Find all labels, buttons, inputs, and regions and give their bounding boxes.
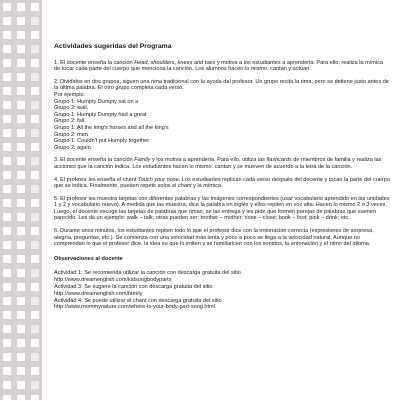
strip-square [3, 87, 11, 95]
strip-square [17, 199, 25, 207]
strip-square [31, 17, 39, 25]
section-title: Actividades sugeridas del Programa [54, 43, 172, 50]
strip-square [3, 367, 11, 375]
strip-square [31, 255, 39, 263]
observations-list [54, 270, 390, 311]
strip-square [31, 367, 39, 375]
strip-square [31, 199, 39, 207]
strip-square [17, 213, 25, 221]
strip-square [31, 311, 39, 319]
strip-square [3, 31, 11, 39]
strip-square [17, 283, 25, 291]
observation-line: Actividad 4: Se puede utilizar el chant con descarga gratuita del sitio [54, 297, 222, 304]
strip-square [31, 59, 39, 67]
strip-square [3, 171, 11, 179]
strip-square [3, 311, 11, 319]
strip-square [17, 241, 25, 249]
rhyme-line: Grupo 1: Humpty Dumpty sat on a [54, 98, 139, 105]
strip-square [17, 101, 25, 109]
strip-square [3, 199, 11, 207]
rhyme-line: Grupo 2: men [54, 131, 88, 138]
strip-square [31, 31, 39, 39]
strip-square [31, 143, 39, 151]
strip-square [3, 129, 11, 137]
strip-square [31, 101, 39, 109]
strip-square [3, 213, 11, 221]
rhyme-line: Grupo 2: again. [54, 144, 93, 151]
strip-square [3, 227, 11, 235]
strip-square [31, 3, 39, 11]
strip-square [31, 353, 39, 361]
strip-square [3, 325, 11, 333]
strip-square [31, 129, 39, 137]
activity-1: 1. El docente enseña la canción Head, shoulders, knees and toes y motiva a los estudiantes a aprenderla. Para ello, realiza la mímica de tocar cada parte del cuerpo que menciona la canción. Los alumnos hacen lo mismo, cantan y actúan. [54, 59, 384, 73]
strip-square [3, 255, 11, 263]
strip-square [3, 283, 11, 291]
strip-square [3, 3, 11, 11]
strip-square [31, 227, 39, 235]
strip-square [17, 171, 25, 179]
strip-square [17, 3, 25, 11]
strip-square [3, 17, 11, 25]
rhyme-line: Grupo 2: wall, [54, 105, 89, 112]
decorative-side-strip [0, 0, 42, 400]
rhyme-line: Grupo 1: Humpty Dumpty had a great [54, 111, 147, 118]
strip-square [31, 87, 39, 95]
strip-square [31, 171, 39, 179]
strip-square [17, 325, 25, 333]
strip-square [31, 339, 39, 347]
strip-square [17, 185, 25, 193]
strip-square [17, 395, 25, 403]
strip-square [17, 367, 25, 375]
activity-5: 5. El profesor les muestra tarjetas con diferentes palabras y las imágenes correspondientes (usar vocabulario aprendido en las unidades 1 y 2 y vocabulario nuevo). A medida que las muestra, dice la palabra en inglés y ellos repiten en voz alta. Hacen lo mismo 2 o 3 veces. Luego, el docente escoge las tarjetas de palabras que riman, se las entrega y les pide que formen parejas de palabras que suenen parecido. Les da un ejemplo: walk – talk; otras pueden ser: brother – mother; nose – close; book – foot; pink – drink; etc. [54, 195, 390, 222]
strip-square [31, 297, 39, 305]
strip-square [31, 45, 39, 53]
strip-square [31, 115, 39, 123]
activity-6: 6. Durante unos minutos, los estudiantes repiten todo lo que el profesor dice con la entonación correcta (expresiones de sorpresa, alegría, preguntas, etc.). Se comienza con una velocidad más lenta y poco a poco se llega a la velocidad natural. Aunque no comprendan lo que el profesor dice, la idea es que lo imiten y se familiaricen con los sonidos, la entonación y el ritmo del idioma. [54, 228, 374, 248]
rhyme-lines [54, 99, 390, 152]
strip-square [3, 353, 11, 361]
observation-link: http://www.mommynature.com/where-is-your-body-part-song.html [54, 304, 215, 311]
strip-square [17, 227, 25, 235]
activity-2: 2. Divididos en dos grupos, siguen una rima tradicional con la ayuda del profesor. Un grupo recita la rima, pero se detiene justo antes de la última palabra. El otro grupo completa cada verso. Por ejemplo: [54, 78, 389, 98]
strip-square [17, 115, 25, 123]
strip-square [31, 241, 39, 249]
activity-3: 3. El docente enseña la canción Family y los motiva a aprenderla. Para ello, utiliza las flashcards de miembros de familia y realiza las acciones que la canción indica. Los estudiantes hacen lo mismo: cantan y se mueven de acuerdo a la letra de la canción. [54, 157, 382, 170]
strip-square [31, 325, 39, 333]
rhyme-line: Grupo 2: fall. [54, 118, 86, 125]
strip-square [3, 297, 11, 305]
strip-square [17, 255, 25, 263]
observation-line: Actividad 1: Se recomienda utilizar la canción con descarga gratuita del sitio [54, 270, 241, 277]
activity-4: 4. El profesor les enseña el chant Touch your nose. Los estudiantes replican cada verso después del docente y tocan la parte del cuerpo que se indica. Finalmente, pueden repetir solos el chant y la mímica. [54, 176, 390, 190]
strip-square [3, 157, 11, 165]
strip-square [17, 87, 25, 95]
strip-square [3, 59, 11, 67]
rhyme-line: Grupo 1: Couldn't put Humpty together [54, 138, 150, 145]
strip-square [17, 297, 25, 305]
strip-square [3, 395, 11, 403]
strip-square [17, 143, 25, 151]
observation-line: Actividad 3: Se sugiere la canción con descarga gratuita del sitio [54, 284, 213, 291]
strip-square [3, 101, 11, 109]
strip-square [31, 269, 39, 277]
strip-square [3, 185, 11, 193]
strip-square [31, 157, 39, 165]
strip-square [17, 269, 25, 277]
strip-square [3, 381, 11, 389]
strip-square [17, 73, 25, 81]
strip-square [3, 45, 11, 53]
strip-square [17, 353, 25, 361]
strip-square [17, 311, 25, 319]
strip-square [17, 17, 25, 25]
strip-square [3, 339, 11, 347]
strip-square [31, 213, 39, 221]
strip-square [31, 395, 39, 403]
strip-square [31, 381, 39, 389]
strip-square [3, 143, 11, 151]
observations-title: Observaciones al docente [54, 255, 123, 262]
strip-square [17, 129, 25, 137]
strip-square [17, 339, 25, 347]
observation-link: http://www.dreamenglish.com/kidsongbodyparts [54, 277, 172, 284]
strip-square [17, 31, 25, 39]
strip-square [3, 115, 11, 123]
strip-square [3, 269, 11, 277]
strip-square [17, 157, 25, 165]
strip-square [17, 59, 25, 67]
strip-square [17, 381, 25, 389]
observation-link: http://www.dreamenglish.com/family [54, 290, 143, 297]
strip-square [3, 73, 11, 81]
strip-square [31, 185, 39, 193]
document-body [54, 44, 390, 311]
strip-square [17, 45, 25, 53]
strip-square [31, 73, 39, 81]
strip-square [3, 241, 11, 249]
strip-square [31, 283, 39, 291]
rhyme-line: Grupo 1: All the king's horses and all the king's [54, 124, 169, 131]
